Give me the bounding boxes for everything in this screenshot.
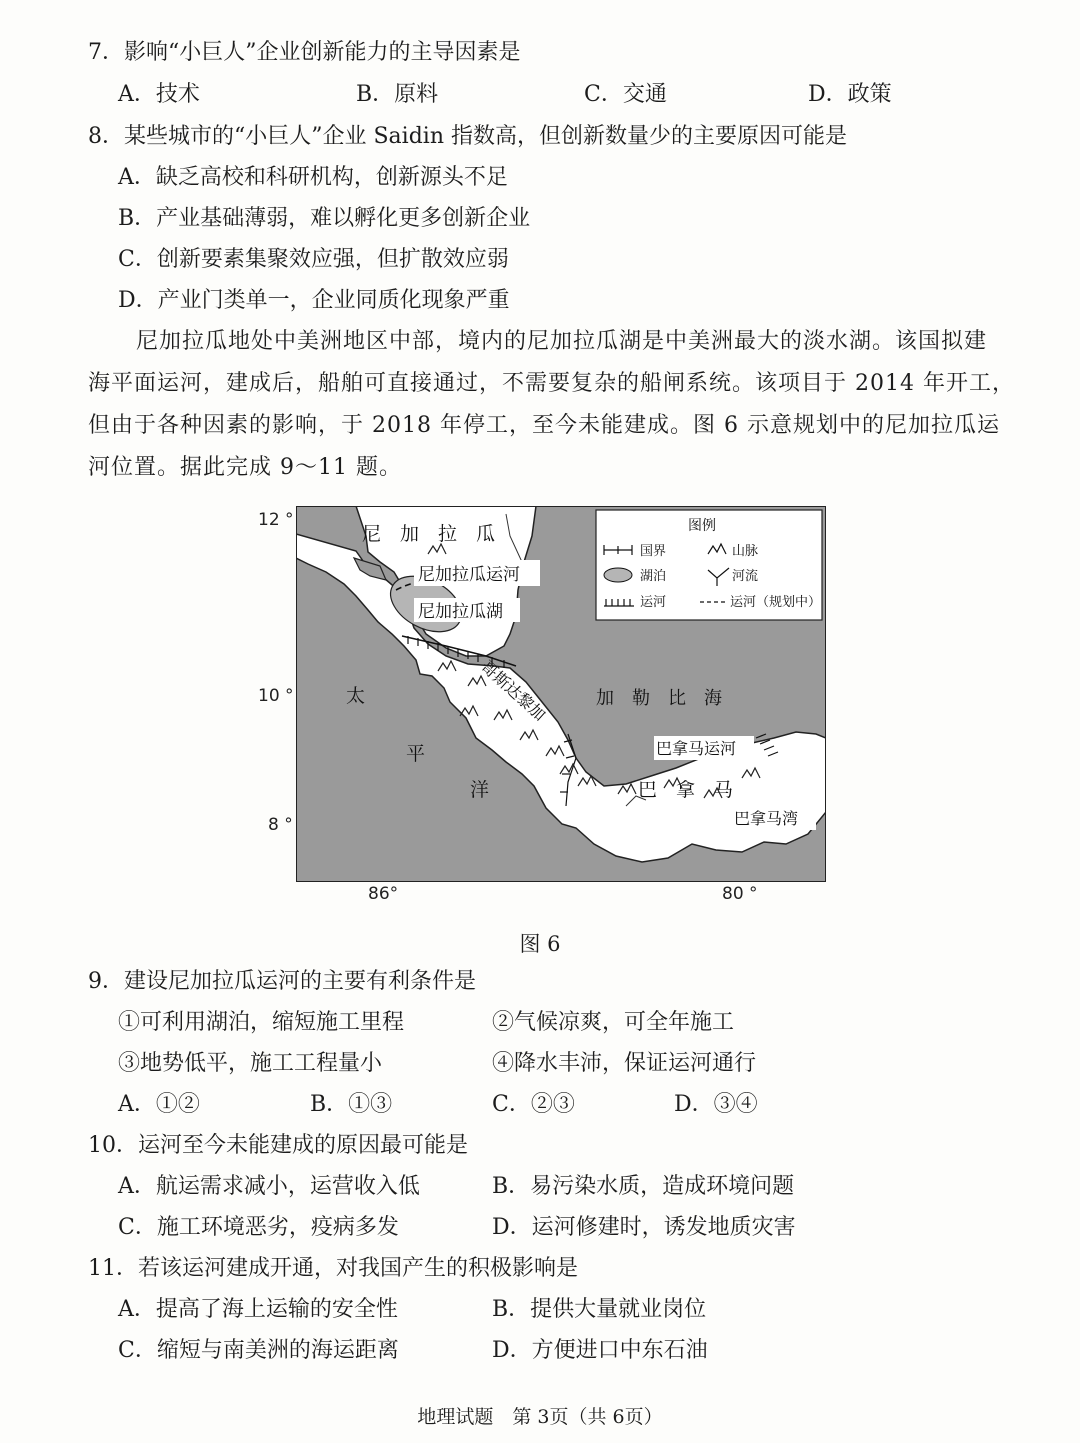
question-8-stem: 8．某些城市的“小巨人”企业 Saidin 指数高，但创新数量少的主要原因可能是 (88, 124, 847, 149)
legend-planned-canal-label: 运河（规划中） (730, 595, 822, 610)
q8-option-a: A．缺乏高校和科研机构，创新源头不足 (118, 165, 508, 190)
lon-label-86: 86° (368, 884, 399, 904)
q11-option-d: D．方便进口中东石油 (492, 1338, 708, 1363)
q10-option-b: B．易污染水质，造成环境问题 (492, 1174, 795, 1199)
passage-line-2: 海平面运河，建成后，船舶可直接通过，不需要复杂的船闸系统。该项目于 2014 年开工， (88, 371, 1015, 396)
passage-line-3: 但由于各种因素的影响，于 2018 年停工，至今未能建成。图 6 示意规划中的尼加拉瓜运 (88, 413, 1000, 438)
label-pacific-2: 平 (406, 743, 426, 765)
q8-option-d: D．产业门类单一，企业同质化现象严重 (118, 288, 510, 313)
q9-option-c: C．②③ (492, 1092, 575, 1117)
label-panama-bay: 巴拿马湾 (734, 809, 799, 828)
legend-lake-label: 湖泊 (640, 569, 667, 584)
label-pacific-1: 太 (346, 685, 366, 707)
q9-statement-3: ③地势低平，施工工程量小 (118, 1051, 383, 1076)
label-panama: 巴 拿 马 (638, 779, 734, 801)
q7-option-a: A．技术 (118, 82, 200, 107)
passage-line-1: 尼加拉瓜地处中美洲地区中部，境内的尼加拉瓜湖是中美洲最大的淡水湖。该国拟建 (136, 329, 988, 354)
q7-option-b: B．原料 (356, 82, 439, 107)
question-10-stem: 10．运河至今未能建成的原因最可能是 (88, 1133, 468, 1158)
q10-option-c: C．施工环境恶劣，疫病多发 (118, 1215, 399, 1240)
map-figure (296, 506, 826, 882)
label-costa-rica: 哥斯达黎加 (477, 656, 550, 725)
q9-option-d: D．③④ (674, 1092, 758, 1117)
label-nicaragua: 尼 加 拉 瓜 (362, 523, 496, 545)
q9-option-a: A．①② (118, 1092, 200, 1117)
lat-label-8: 8 ° (268, 815, 293, 835)
q7-option-c: C．交通 (584, 82, 667, 107)
lat-label-12: 12 ° (258, 510, 294, 530)
question-7-stem: 7．影响“小巨人”企业创新能力的主导因素是 (88, 40, 521, 65)
q9-statement-2: ②气候凉爽，可全年施工 (492, 1010, 735, 1035)
page-footer: 地理试题 第 3页（共 6页） (417, 1406, 663, 1428)
q9-option-b: B．①③ (310, 1092, 393, 1117)
legend-canal-label: 运河 (640, 595, 667, 610)
question-11-stem: 11．若该运河建成开通，对我国产生的积极影响是 (88, 1256, 578, 1281)
legend-mountain-label: 山脉 (732, 544, 759, 559)
q11-option-c: C．缩短与南美洲的海运距离 (118, 1338, 399, 1363)
passage (88, 321, 1015, 489)
legend-border-label: 国界 (640, 544, 667, 559)
q10-option-d: D．运河修建时，诱发地质灾害 (492, 1215, 796, 1240)
label-pacific-3: 洋 (470, 779, 490, 801)
passage-line-4: 河位置。据此完成 9～11 题。 (88, 455, 402, 480)
label-nicaragua-canal: 尼加拉瓜运河 (418, 565, 520, 585)
q8-option-c: C．创新要素集聚效应强，但扩散效应弱 (118, 247, 509, 272)
q8-option-b: B．产业基础薄弱，难以孵化更多创新企业 (118, 206, 531, 231)
legend-lake-icon (604, 568, 632, 582)
legend-river-label: 河流 (732, 569, 759, 584)
figure-caption: 图 6 (519, 932, 561, 956)
q11-option-a: A．提高了海上运输的安全性 (118, 1297, 398, 1322)
label-nicaragua-lake: 尼加拉瓜湖 (418, 602, 503, 622)
legend-title: 图例 (688, 518, 716, 534)
q7-option-d: D．政策 (808, 82, 892, 107)
q11-option-b: B．提供大量就业岗位 (492, 1297, 707, 1322)
label-panama-canal: 巴拿马运河 (656, 739, 737, 758)
question-9-stem: 9．建设尼加拉瓜运河的主要有利条件是 (88, 969, 476, 994)
lat-label-10: 10 ° (258, 686, 294, 706)
q10-option-a: A．航运需求减小，运营收入低 (118, 1174, 420, 1199)
lon-label-80: 80 ° (722, 884, 758, 904)
q9-statement-1: ①可利用湖泊，缩短施工里程 (118, 1010, 405, 1035)
q9-statement-4: ④降水丰沛，保证运河通行 (492, 1051, 757, 1076)
label-caribbean-sea: 加 勒 比 海 (596, 688, 722, 709)
